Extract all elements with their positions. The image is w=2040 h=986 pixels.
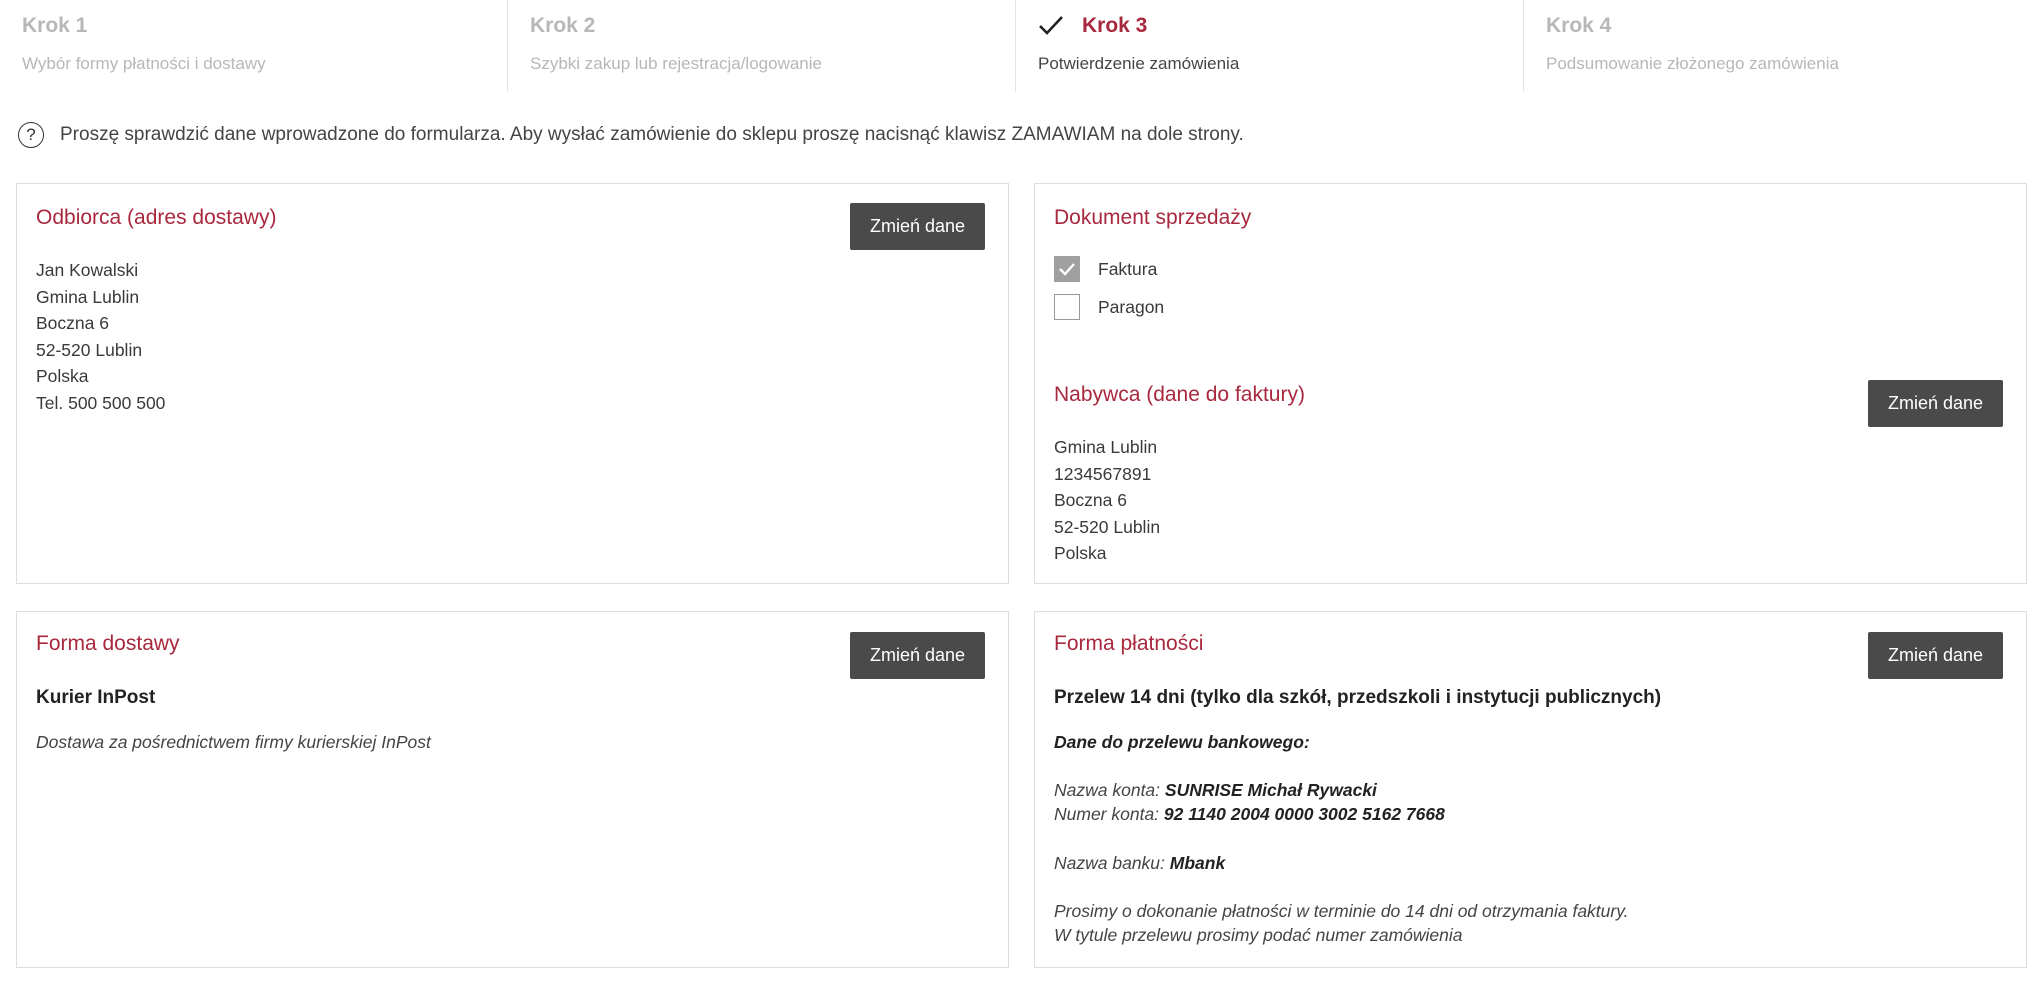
recipient-panel bbox=[16, 183, 1009, 584]
step-2 bbox=[508, 0, 1016, 92]
step-1 bbox=[0, 0, 508, 92]
recipient-address bbox=[36, 257, 165, 416]
step-3 bbox=[1016, 0, 1524, 92]
bank-name-row bbox=[1054, 853, 1225, 874]
question-circle-icon: ? bbox=[18, 122, 44, 148]
receipt-checkbox[interactable] bbox=[1054, 294, 1080, 320]
transfer-heading-row bbox=[1054, 732, 1310, 753]
account-number-row bbox=[1054, 804, 1445, 825]
account-name-row bbox=[1054, 780, 1377, 801]
step-2-subtitle: Szybki zakup lub rejestracja/logowanie bbox=[530, 54, 822, 73]
step-4-subtitle: Podsumowanie złożonego zamówienia bbox=[1546, 54, 1839, 73]
info-text: Proszę sprawdzić dane wprowadzone do formularza. Aby wysłać zamówienie do sklepu proszę nacisnąć klawisz ZAMAWIAM na dole strony. bbox=[60, 124, 1244, 145]
step-3-subtitle: Potwierdzenie zamówienia bbox=[1038, 54, 1240, 73]
change-buyer-button[interactable]: Zmień dane bbox=[1868, 380, 2003, 427]
invoice-option[interactable] bbox=[1054, 256, 1157, 282]
recipient-line: Boczna 6 bbox=[36, 313, 109, 333]
buyer-line: Gmina Lublin bbox=[1054, 437, 1158, 457]
step-3-header bbox=[1038, 14, 1147, 38]
payment-note-2: W tytule przelewu prosimy podać numer zamówienia bbox=[1054, 925, 1463, 945]
payment-note-1: Prosimy o dokonanie płatności w terminie do 14 dni od otrzymania faktury. bbox=[1054, 901, 1629, 921]
recipient-line: Jan Kowalski bbox=[36, 260, 139, 280]
buyer-line: Boczna 6 bbox=[1054, 490, 1127, 510]
sales-document-panel bbox=[1034, 183, 2027, 584]
payment-panel bbox=[1034, 611, 2027, 968]
checkbox-check-icon bbox=[1058, 261, 1076, 277]
payment-title: Forma płatności bbox=[1054, 632, 1204, 655]
checkmark-icon bbox=[1038, 14, 1064, 38]
invoice-checkbox[interactable] bbox=[1054, 256, 1080, 282]
account-name-label: Nazwa konta: bbox=[1054, 780, 1161, 800]
payment-method: Przelew 14 dni (tylko dla szkół, przedszkoli i instytucji publicznych) bbox=[1054, 687, 1662, 708]
bank-name: Mbank bbox=[1169, 853, 1226, 873]
account-number-label: Numer konta: bbox=[1054, 804, 1160, 824]
step-1-title: Krok 1 bbox=[22, 14, 88, 37]
delivery-title: Forma dostawy bbox=[36, 632, 180, 655]
recipient-line: 52-520 Lublin bbox=[36, 339, 143, 360]
buyer-line: Polska bbox=[1054, 543, 1107, 563]
transfer-heading: Dane do przelewu bankowego: bbox=[1054, 732, 1310, 752]
recipient-title: Odbiorca (adres dostawy) bbox=[36, 206, 277, 229]
checkout-steps bbox=[0, 0, 2040, 92]
info-message bbox=[18, 122, 1244, 148]
step-2-title: Krok 2 bbox=[530, 14, 596, 37]
account-name: SUNRISE Michał Rywacki bbox=[1164, 780, 1377, 800]
recipient-line: Gmina Lublin bbox=[36, 286, 140, 307]
receipt-label: Paragon bbox=[1098, 296, 1165, 317]
receipt-option[interactable] bbox=[1054, 294, 1164, 320]
step-4 bbox=[1524, 0, 2032, 92]
invoice-label: Faktura bbox=[1098, 258, 1158, 279]
delivery-method: Kurier InPost bbox=[36, 687, 156, 708]
buyer-details bbox=[1054, 434, 1160, 567]
delivery-description: Dostawa za pośrednictwem firmy kurierskiej InPost bbox=[36, 732, 431, 752]
buyer-title: Nabywca (dane do faktury) bbox=[1054, 383, 1305, 406]
recipient-line: Tel. 500 500 500 bbox=[36, 392, 166, 413]
buyer-line: 1234567891 bbox=[1054, 463, 1152, 484]
buyer-line: 52-520 Lublin bbox=[1054, 516, 1161, 537]
change-payment-button[interactable]: Zmień dane bbox=[1868, 632, 2003, 679]
account-number: 92 1140 2004 0000 3002 5162 7668 bbox=[1163, 804, 1445, 824]
bank-name-label: Nazwa banku: bbox=[1054, 853, 1165, 873]
delivery-panel bbox=[16, 611, 1009, 968]
recipient-line: Polska bbox=[36, 366, 89, 386]
step-4-title: Krok 4 bbox=[1546, 14, 1612, 37]
change-recipient-button[interactable]: Zmień dane bbox=[850, 203, 985, 250]
sales-document-title: Dokument sprzedaży bbox=[1054, 206, 1252, 229]
step-3-title: Krok 3 bbox=[1082, 14, 1148, 37]
change-delivery-button[interactable]: Zmień dane bbox=[850, 632, 985, 679]
step-1-subtitle: Wybór formy płatności i dostawy bbox=[22, 54, 266, 73]
